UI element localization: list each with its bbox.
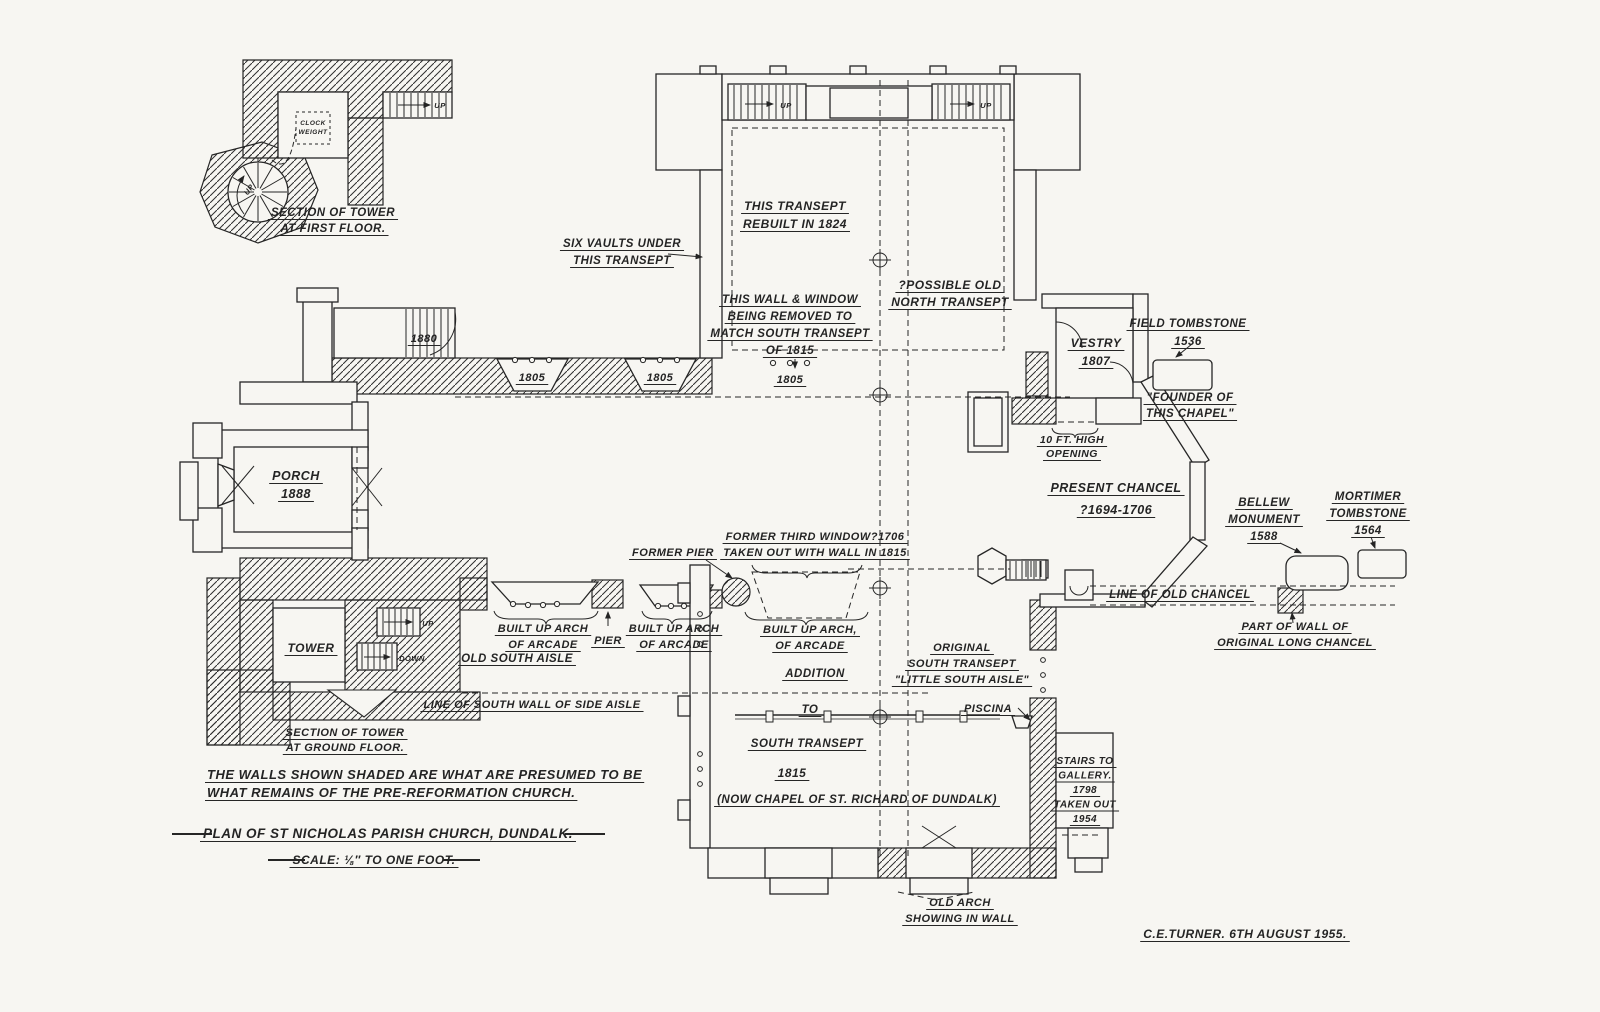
scale-note xyxy=(290,853,459,868)
former-pier xyxy=(722,578,750,606)
built-up-arch-2-label-line: BUILT UP ARCH xyxy=(628,623,720,635)
line-of-old-chancel-label xyxy=(1106,589,1254,602)
part-of-wall-label-line: ORIGINAL LONG CHANCEL xyxy=(1217,637,1373,649)
built-up-arch-3-label-line: BUILT UP ARCH, xyxy=(763,624,857,636)
down-label-tower-stair xyxy=(399,654,425,663)
south-window xyxy=(765,848,832,878)
south-transept-label-line: SOUTH TRANSEPT xyxy=(750,738,864,750)
line-of-old-chancel-label-line: LINE OF OLD CHANCEL xyxy=(1109,589,1251,601)
mortimer-tombstone-label-line: MORTIMER xyxy=(1334,491,1402,503)
present-chancel-label-line: ?1694-1706 xyxy=(1079,503,1153,517)
original-south-transept-label xyxy=(892,642,1032,687)
mortimer-tombstone-label-line: 1564 xyxy=(1354,525,1382,537)
date-1805-a-label-line: 1805 xyxy=(518,372,546,384)
present-chancel-label-line: PRESENT CHANCEL xyxy=(1050,481,1182,495)
pier-label xyxy=(591,635,625,648)
former-third-window-label-line: TAKEN OUT WITH WALL IN 1815 xyxy=(723,547,907,559)
bellew-monument-label-line: BELLEW xyxy=(1238,497,1290,509)
date-1805-a-label xyxy=(516,372,548,385)
stairs-to-gallery-label-line: TAKEN OUT xyxy=(1053,799,1117,811)
possible-old-north-transept-label-line: NORTH TRANSEPT xyxy=(891,295,1009,309)
tower-walls xyxy=(240,558,487,600)
date-1815-label xyxy=(775,766,810,781)
date-1805-c-label xyxy=(774,374,806,387)
section-of-tower-ground-label-line: SECTION OF TOWER xyxy=(285,727,405,739)
piscina-niche xyxy=(1012,716,1032,728)
up-label-spiral-line: UP xyxy=(241,182,256,197)
old-arch-label xyxy=(902,897,1018,926)
piscina-label-line: PISCINA xyxy=(963,703,1013,715)
plan-title xyxy=(200,826,576,842)
scale-note-line: SCALE: ⅛″ TO ONE FOOT. xyxy=(292,853,456,867)
bellew-monument xyxy=(1286,556,1348,590)
founder-of-chapel-label-line: "FOUNDER OF xyxy=(1146,392,1234,404)
former-pier-label-line: FORMER PIER xyxy=(632,547,714,559)
built-up-arch-3-label-line: OF ARCADE xyxy=(775,640,845,652)
section-of-tower-first-floor-label-line: AT FIRST FLOOR. xyxy=(280,223,386,235)
now-chapel-label xyxy=(714,794,1000,807)
built-up-arch-1-label xyxy=(495,623,591,652)
mortimer-tombstone-label-line: TOMBSTONE xyxy=(1329,508,1407,520)
field-tombstone-label-line: 1536 xyxy=(1174,336,1202,348)
wall-window-removed-label-line: MATCH SOUTH TRANSEPT xyxy=(710,328,870,340)
tower-label-line: TOWER xyxy=(287,641,335,655)
south-transept-west-wall xyxy=(690,565,710,848)
to-label-line: TO xyxy=(801,704,819,716)
up-label-tower-section xyxy=(434,101,446,110)
clock-weight-label-line: CLOCK xyxy=(300,120,326,127)
down-label-tower-stair-line: DOWN xyxy=(399,654,425,663)
stairs-to-gallery-label-line: GALLERY. xyxy=(1058,770,1112,782)
wall-window-removed-label-line: BEING REMOVED TO xyxy=(727,311,853,323)
shaded-walls-note-line2 xyxy=(205,785,577,801)
built-up-arch-1-label-line: BUILT UP ARCH xyxy=(497,623,589,635)
old-south-aisle-label xyxy=(458,653,576,666)
six-vaults-label xyxy=(560,238,684,268)
clock-weight-label-line: WEIGHT xyxy=(298,129,328,136)
date-1805-b-label xyxy=(644,372,676,385)
old-arch-label-line: OLD ARCH xyxy=(929,897,991,909)
wall-window-removed-label-line: THIS WALL & WINDOW xyxy=(722,294,858,306)
part-of-wall-label-line: PART OF WALL OF xyxy=(1241,621,1349,633)
date-1805-b-label-line: 1805 xyxy=(646,372,674,384)
up-label-tower-stair-line: UP xyxy=(422,619,434,628)
ten-ft-high-opening-label-line: OPENING xyxy=(1046,448,1098,460)
section-of-tower-ground-label-line: AT GROUND FLOOR. xyxy=(285,742,405,754)
former-pier-label xyxy=(629,547,717,560)
south-transept-label xyxy=(748,738,866,751)
possible-old-north-transept-label xyxy=(888,278,1011,310)
plan-title-line: PLAN OF ST NICHOLAS PARISH CHURCH, DUNDALK. xyxy=(203,826,573,841)
field-tombstone-label-line: FIELD TOMBSTONE xyxy=(1129,318,1247,330)
built-up-arch-2-label-line: OF ARCADE xyxy=(639,639,709,651)
possible-old-north-transept-label-line: ?POSSIBLE OLD xyxy=(898,278,1002,292)
founder-of-chapel-label-line: THIS CHAPEL" xyxy=(1145,408,1235,420)
date-1805-c-label-line: 1805 xyxy=(776,374,804,386)
part-of-wall-label xyxy=(1214,621,1376,650)
ten-ft-high-opening-label xyxy=(1037,434,1107,461)
up-label-transept-left xyxy=(780,101,792,110)
transept-rebuilt-label xyxy=(740,199,850,232)
built-up-arch-3-label xyxy=(760,624,860,653)
six-vaults-label-line: THIS TRANSEPT xyxy=(573,255,671,267)
mortimer-tombstone xyxy=(1358,550,1406,578)
mortimer-tombstone-label xyxy=(1326,491,1410,538)
former-third-window-label-line: FORMER THIRD WINDOW?1706 xyxy=(725,531,905,543)
old-arch-label-line: SHOWING IN WALL xyxy=(905,913,1015,925)
shaded-walls-note-line1 xyxy=(205,767,644,783)
up-label-transept-left-line: UP xyxy=(780,101,792,110)
field-tombstone xyxy=(1153,360,1212,390)
transept-rebuilt-label-line: THIS TRANSEPT xyxy=(744,199,846,213)
up-label-tower-stair xyxy=(422,619,434,628)
line-of-south-wall-label-line: LINE OF SOUTH WALL OF SIDE AISLE xyxy=(423,699,641,711)
line-of-south-wall-label xyxy=(420,699,643,712)
original-south-transept-label-line: "LITTLE SOUTH AISLE" xyxy=(894,674,1030,686)
vestry-label-line: 1807 xyxy=(1081,354,1111,368)
addition-label-line: ADDITION xyxy=(785,668,845,680)
transept-rebuilt-label-line: REBUILT IN 1824 xyxy=(743,217,847,231)
built-up-arch xyxy=(492,582,598,604)
stairs-to-gallery-label-line: 1954 xyxy=(1072,814,1098,825)
now-chapel-label-line: (NOW CHAPEL OF ST. RICHARD OF DUNDALK) xyxy=(717,794,997,806)
six-vaults-label-line: SIX VAULTS UNDER xyxy=(562,238,682,250)
vestry-label-line: VESTRY xyxy=(1070,336,1122,350)
up-label-transept-right-line: UP xyxy=(980,101,992,110)
tower-label xyxy=(285,641,338,656)
date-1815-label-line: 1815 xyxy=(777,766,807,780)
vestry-room xyxy=(1056,308,1133,398)
bellew-monument-label-line: MONUMENT xyxy=(1228,514,1300,526)
author-date-label-line: C.E.TURNER. 6TH AUGUST 1955. xyxy=(1143,927,1347,941)
up-label-tower-section-line: UP xyxy=(434,101,446,110)
author-date-label xyxy=(1140,927,1350,942)
plan-labels xyxy=(200,101,1410,942)
bellew-monument-label-line: 1588 xyxy=(1250,531,1278,543)
to-label xyxy=(799,704,822,717)
old-south-aisle-label-line: OLD SOUTH AISLE xyxy=(461,653,573,665)
piscina-label xyxy=(961,703,1015,716)
addition-label xyxy=(782,668,848,681)
former-third-window-label xyxy=(720,531,910,560)
long-chancel-fragment xyxy=(1278,588,1303,613)
stairs-to-gallery-label-line: STAIRS TO xyxy=(1056,756,1114,767)
up-label-transept-right xyxy=(980,101,992,110)
shaded-walls-note-line1-line: THE WALLS SHOWN SHADED ARE WHAT ARE PRESUMED TO BE xyxy=(207,767,643,782)
original-south-transept-label-line: ORIGINAL xyxy=(933,642,991,654)
bellew-monument-label xyxy=(1225,497,1303,544)
porch-label-line: PORCH xyxy=(272,469,320,483)
removed-window-dashed xyxy=(752,572,860,618)
pulpit xyxy=(978,548,1006,584)
section-of-tower-first-floor-label-line: SECTION OF TOWER xyxy=(270,207,396,219)
pier-label-line: PIER xyxy=(594,635,622,647)
stairs-to-gallery-label-line: 1798 xyxy=(1072,785,1098,796)
south-window xyxy=(906,848,972,878)
original-south-transept-label-line: SOUTH TRANSEPT xyxy=(908,658,1016,670)
date-1880-label-line: 1880 xyxy=(410,333,438,345)
section-of-tower-ground-label xyxy=(282,727,407,755)
present-chancel-label xyxy=(1047,481,1184,518)
wall-window-removed-label-line: OF 1815 xyxy=(765,345,815,357)
built-up-arch-1-label-line: OF ARCADE xyxy=(508,639,578,651)
date-1880-label xyxy=(408,333,440,346)
ten-ft-high-opening-label-line: 10 FT. HIGH xyxy=(1039,434,1105,446)
shaded-walls-note-line2-line: WHAT REMAINS OF THE PRE-REFORMATION CHURCH. xyxy=(207,785,576,800)
porch-label-line: 1888 xyxy=(281,487,311,501)
